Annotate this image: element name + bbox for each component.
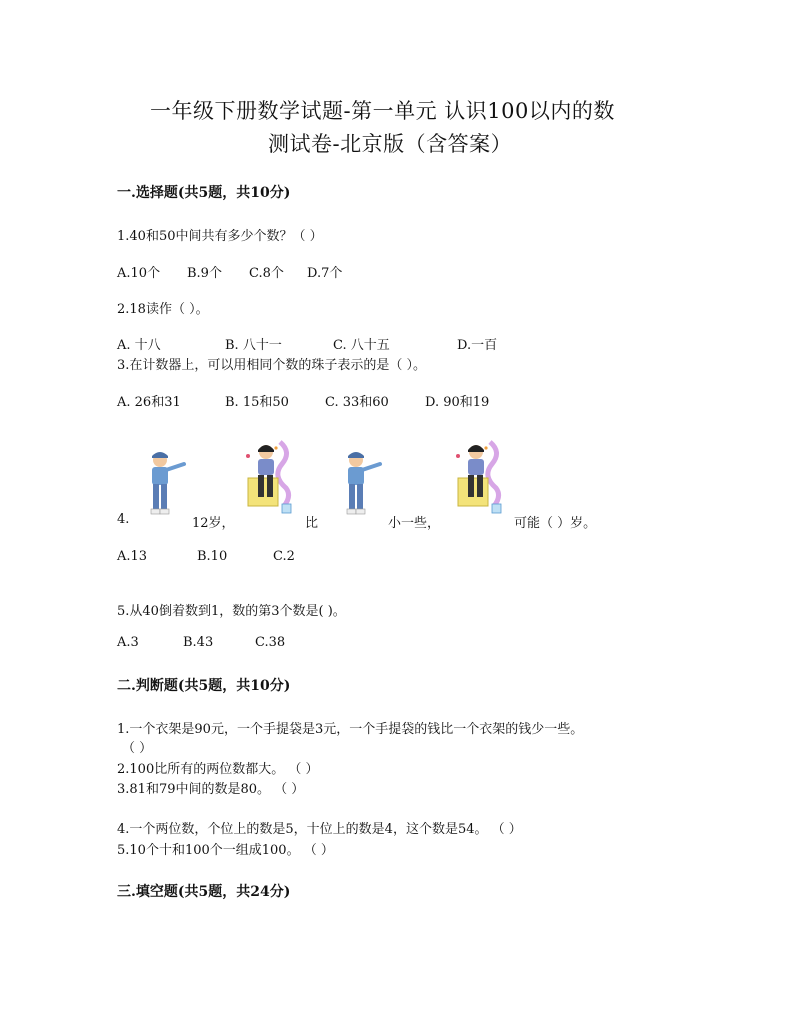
s2-q2-text: 2.100比所有的两位数都大。 （ ） bbox=[117, 762, 319, 777]
s1-q4-age: 12岁， bbox=[192, 516, 235, 531]
option-d: D.一百 bbox=[457, 338, 498, 353]
option-c: C.8个 bbox=[249, 266, 284, 281]
s1-q4-options bbox=[117, 549, 295, 564]
s1-q4-ask: 可能（ ）岁。 bbox=[514, 516, 597, 531]
section3-heading: 三.填空题(共5题，共24分) bbox=[117, 884, 291, 900]
girl-sitting-icon bbox=[242, 438, 294, 518]
s2-q4-text: 4.一个两位数，个位上的数是5，十位上的数是4，这个数是54。 （ ） bbox=[117, 822, 522, 837]
option-b: B.10 bbox=[197, 549, 228, 564]
s1-q5-options bbox=[117, 635, 285, 650]
option-c: C.2 bbox=[273, 549, 295, 564]
option-b: B. 八十一 bbox=[225, 338, 282, 353]
s1-q1-options bbox=[117, 262, 342, 281]
option-a: A. 十八 bbox=[117, 338, 161, 353]
option-a: A.3 bbox=[117, 635, 139, 650]
s2-q1-text: 1.一个衣架是90元，一个手提袋是3元，一个手提袋的钱比一个衣架的钱少一些。 bbox=[117, 722, 584, 737]
s1-q2-options bbox=[117, 334, 497, 353]
s1-q3-text: 3.在计数器上，可以用相同个数的珠子表示的是（ ）。 bbox=[117, 358, 427, 373]
section1-heading: 一.选择题(共5题，共10分) bbox=[117, 185, 291, 201]
page-title-line1: 一年级下册数学试题-第一单元 认识100以内的数 bbox=[150, 99, 615, 123]
page-title-line2: 测试卷-北京版（含答案） bbox=[268, 132, 513, 156]
boy-pointing-icon bbox=[138, 448, 188, 520]
option-d: D. 90和19 bbox=[425, 395, 490, 410]
s1-q2-text: 2.18读作（ ）。 bbox=[117, 302, 209, 317]
s1-q4-compare: 比 bbox=[305, 516, 319, 531]
option-a: A.10个 bbox=[117, 266, 161, 281]
s2-q5-text: 5.10个十和100个一组成100。 （ ） bbox=[117, 843, 334, 858]
s1-q5-text: 5.从40倒着数到1，数的第3个数是( )。 bbox=[117, 604, 346, 619]
girl-sitting-icon bbox=[452, 438, 504, 518]
boy-pointing-icon bbox=[334, 448, 384, 520]
option-a: A. 26和31 bbox=[117, 395, 181, 410]
section2-heading: 二.判断题(共5题，共10分) bbox=[117, 678, 291, 694]
option-c: C. 33和60 bbox=[325, 395, 389, 410]
option-c: C.38 bbox=[255, 635, 286, 650]
option-b: B.9个 bbox=[187, 266, 222, 281]
s2-q3-text: 3.81和79中间的数是80。 （ ） bbox=[117, 782, 305, 797]
option-b: B.43 bbox=[183, 635, 214, 650]
s2-q1-blank: （ ） bbox=[122, 741, 153, 756]
option-a: A.13 bbox=[117, 549, 148, 564]
option-c: C. 八十五 bbox=[333, 338, 390, 353]
s1-q3-options bbox=[117, 391, 489, 410]
option-d: D.7个 bbox=[307, 266, 343, 281]
s1-q4-less: 小一些， bbox=[388, 516, 441, 531]
s1-q4-number: 4. bbox=[117, 512, 130, 527]
option-b: B. 15和50 bbox=[225, 395, 289, 410]
s1-q1-text: 1.40和50中间共有多少个数？（ ） bbox=[117, 229, 323, 244]
